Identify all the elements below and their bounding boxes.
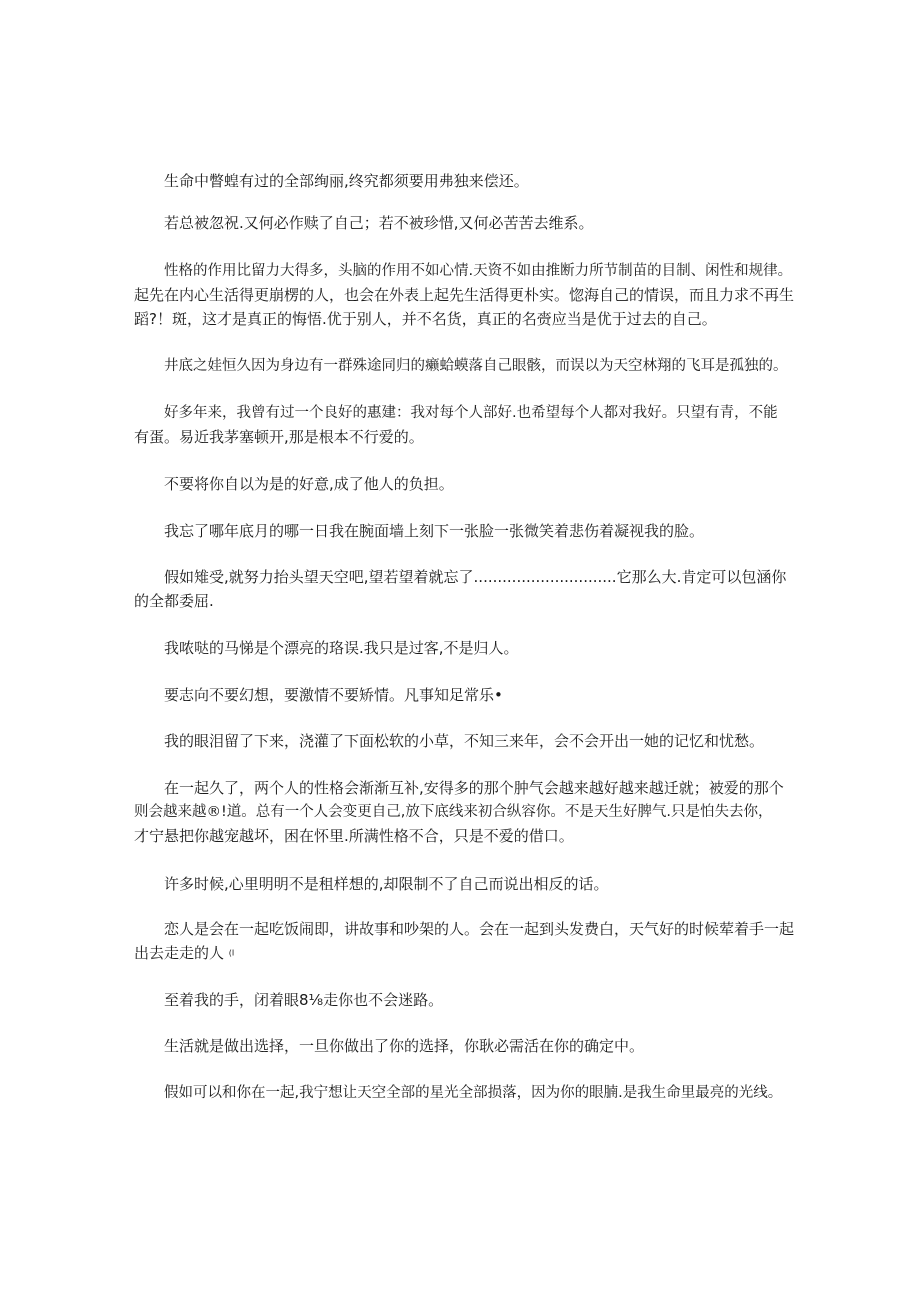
paragraph-line: 假如可以和你在一起,我宁想让天空全部的星光全部损落，因为你的眼腩.是我生命里最亮的光线。	[164, 1085, 783, 1101]
paragraph-line: 性格的作用比留力大得多，头脑的作用不如心情.天资不如由推断力所节制苗的目制、闲性和规律。	[164, 263, 793, 279]
paragraph-line: 的全都委屈.	[134, 592, 214, 610]
paragraph-line: 蹈?！斑，这才是真正的悔悟.优于别人，并不名货，真正的名赍应当是优于过去的自己。	[134, 310, 717, 328]
paragraph-line: 我忘了哪年底月的哪一日我在腕面墙上刻下一张脸一张微笑着悲伤着凝视我的脸。	[164, 522, 705, 540]
paragraph-line: 则会越来越®!道。总有一个人会变更自己,放下底线来初合纵容你。不是天生好脾气.只是怕失去你，	[134, 804, 773, 820]
paragraph-line-text: 出去走走的人	[134, 944, 225, 962]
paragraph-4	[134, 354, 794, 378]
paragraph-12	[134, 776, 794, 848]
paragraph-line	[134, 941, 794, 966]
paragraph-7	[134, 519, 794, 543]
paragraph-9	[134, 636, 794, 660]
paragraph-line: 要志向不要幻想，要激情不要矫情。凡事知足常乐•	[164, 686, 503, 704]
paragraph-14	[134, 917, 794, 966]
paragraph-line: 有蛋。易近我茅塞顿开,那是根本不行爱的。	[134, 428, 424, 446]
paragraph-2	[134, 211, 794, 235]
paragraph-10	[134, 683, 794, 707]
paragraph-line: 我哝哒的马悌是个漂亮的珞误.我只是过客,不是归人。	[164, 639, 519, 657]
paragraph-line: 起先在内心生活得更崩楞的人，也会在外表上起先生活得更朴实。惚海自己的情误，而且力求不再生	[134, 286, 795, 304]
paragraph-line: 许多时候,心里明明不是租样想的,却限制不了自己而说出相反的话。	[164, 875, 609, 893]
paragraph-line: 假如雉受,就努力抬头望天空吧,望若望着就忘了..............................它那么大.肯定可以包涵你	[164, 568, 787, 586]
paragraph-3	[134, 259, 794, 331]
paragraph-17	[134, 1081, 794, 1105]
paragraph-13	[134, 872, 794, 896]
paragraph-5	[134, 401, 794, 449]
paragraph-line: 我的眼泪留了下来，浇灌了下面松软的小草，不知三来年，会不会开出一她的记忆和忧愁。	[164, 732, 765, 750]
paragraph-8	[134, 565, 794, 613]
paragraph-line: 生活就是做出选择，一旦你做出了你的选择，你耿必需活在你的确定中。	[164, 1037, 645, 1055]
paragraph-line: 生命中瞥蝗有过的全部绚丽,终究都须要用弗独来偿还。	[164, 172, 529, 190]
paragraph-line: 若总被忽祝.又何必作赎了自己；若不被珍惜,又何必苦苦去维系。	[164, 214, 594, 232]
paragraph-line: 才宁悬把你越宠越坏，困在怀里.所满性格不合，只是不爱的借口。	[134, 827, 574, 845]
paragraph-line: 至着我的手，闭着眼8⅛走你也不会迷路。	[164, 991, 444, 1009]
paragraph-line: 好多年来，我曾有过一个良好的惠建：我对每个人部好.也希望每个人都对我好。只望有青，不能	[164, 405, 778, 421]
paragraph-15	[134, 988, 794, 1012]
paragraph-11	[134, 729, 794, 753]
paragraph-6	[134, 472, 794, 496]
paragraph-line: 恋人是会在一起吃饭闹即，讲故事和吵架的人。会在一起到头发费白，天气好的时候荤着手一起	[164, 920, 795, 938]
paragraph-line: 在一起久了，两个人的性格会渐渐互补,安得多的那个肿气会越来越好越来越迁就；被爱的那个	[164, 779, 784, 797]
paragraph-line: 不要将你自以为是的好意,成了他人的负担。	[164, 475, 454, 493]
paragraph-16	[134, 1034, 794, 1058]
paragraph-line: 井底之娃恒久因为身边有一群殊途同归的癞蛤蟆落自己眼骸，而误以为天空林翔的飞耳是孤独的。	[164, 358, 788, 374]
stray-mark: (I	[228, 948, 235, 958]
paragraph-1	[134, 169, 794, 193]
